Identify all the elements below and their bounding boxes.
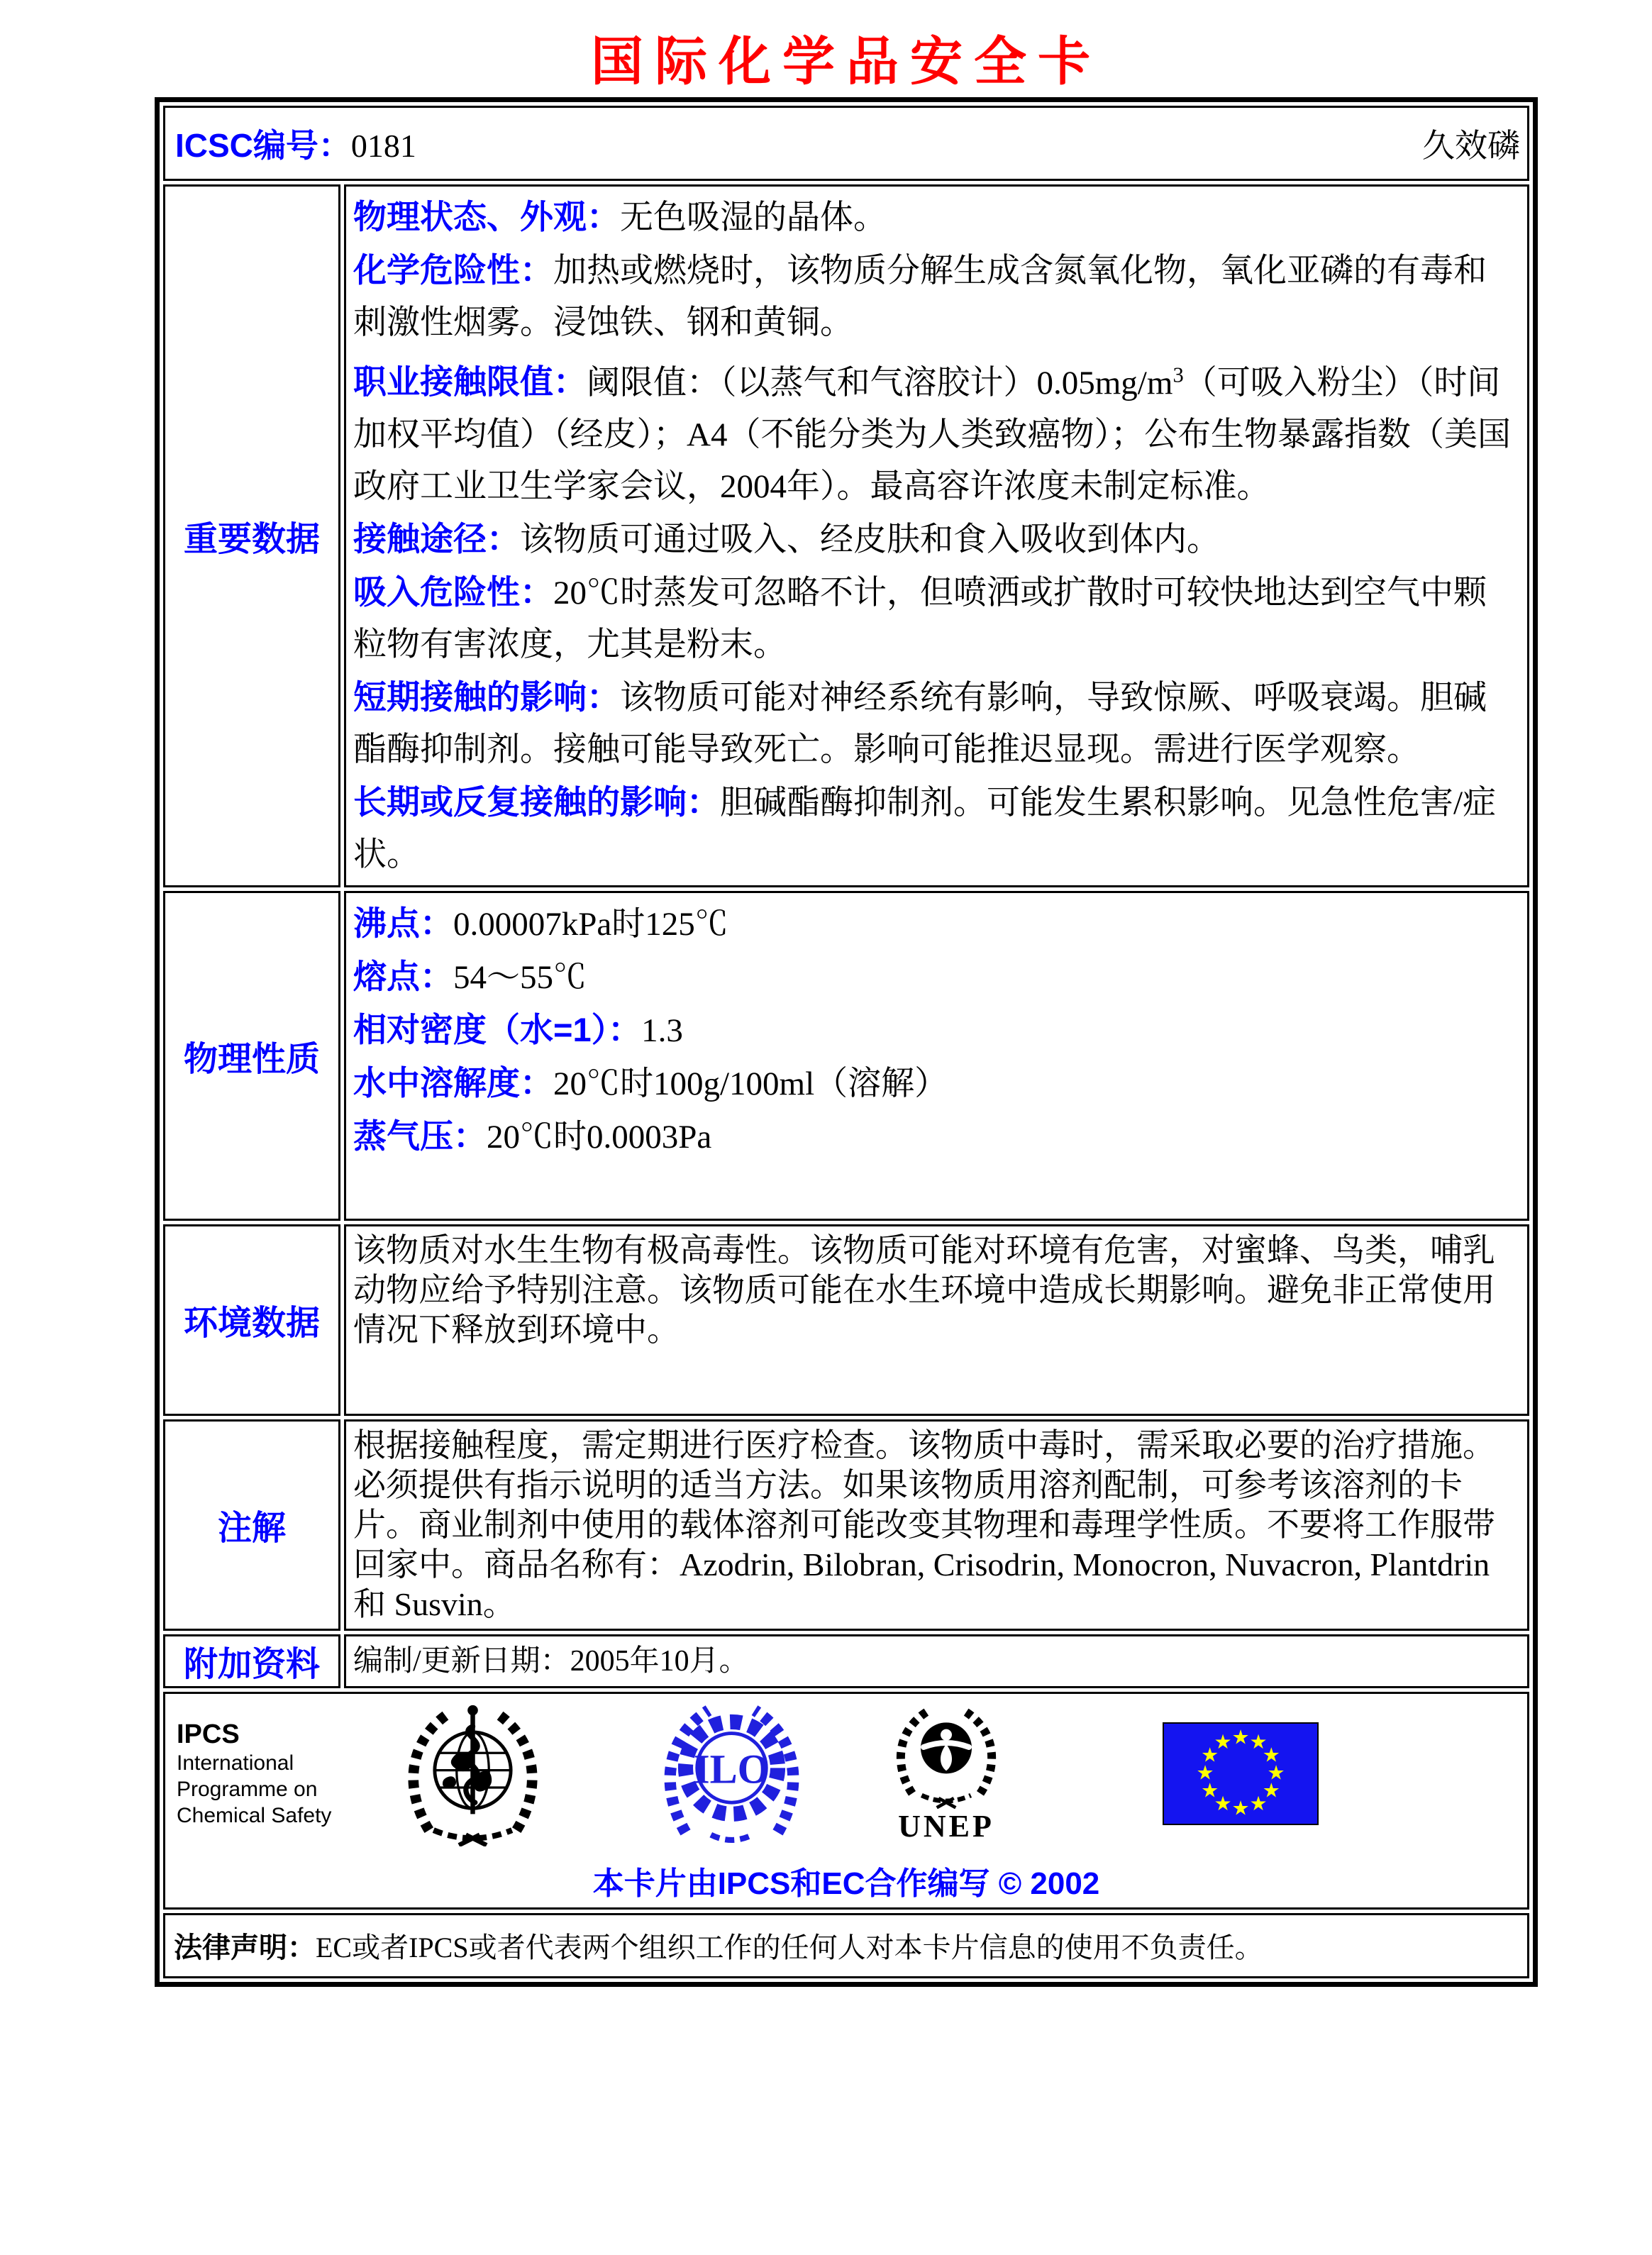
entry-label: 物理状态、外观： [353, 198, 620, 236]
unep-text: UNEP [898, 1809, 994, 1844]
svg-text:★: ★ [1231, 1727, 1250, 1749]
svg-text:★: ★ [1249, 1731, 1268, 1753]
unep-logo-block [889, 1702, 1003, 1844]
section-label-notes: 注解 [163, 1419, 340, 1631]
legal-row [163, 1913, 1529, 1978]
property-label: 熔点： [353, 957, 453, 995]
property-label: 水中溶解度： [353, 1063, 553, 1102]
property-entry [353, 1004, 1514, 1057]
ilo-logo-icon [663, 1701, 801, 1846]
entry-text: 该物质可通过吸入、经皮肤和食入吸收到体内。 [520, 521, 1220, 558]
svg-text:★: ★ [1201, 1744, 1219, 1767]
svg-text:★: ★ [1262, 1744, 1280, 1767]
environmental-data-row [163, 1224, 1529, 1416]
section-label-environmental-data: 环境数据 [163, 1224, 340, 1416]
entry-text: 20℃时蒸发可忽略不计，但喷洒或扩散时可较快地达到空气中颗粒物有害浓度，尤其是粉末。 [353, 574, 1487, 663]
section-label-important-data: 重要数据 [163, 184, 340, 887]
property-value: 20℃时0.0003Pa [487, 1118, 712, 1156]
entry-label: 化学危险性： [353, 251, 553, 289]
physical-properties-content [344, 891, 1529, 1221]
entry-label: 职业接触限值： [353, 362, 587, 401]
entry-label: 接触途径： [353, 519, 520, 558]
notes-text: 根据接触程度，需定期进行医疗检查。该物质中毒时，需采取必要的治疗措施。必须提供有指示说明的适当方法。如果该物质用溶剂配制，可参考该溶剂的卡片。商业制剂中使用的载体溶剂可能改变其物理和毒理学性质。不要将工作服带回家中。商品名称有：Azodrin, Bilobran, Crisodrin, Monocron, Nuvacron, Plantdrin和 Susvin。 [353, 1426, 1495, 1622]
additional-info-content [344, 1634, 1529, 1688]
property-value: 1.3 [641, 1012, 683, 1049]
additional-info-row [163, 1634, 1529, 1688]
svg-text:★: ★ [1267, 1762, 1285, 1785]
eu-flag-icon [1163, 1722, 1319, 1825]
property-entry [353, 951, 1514, 1004]
data-entry [353, 671, 1514, 776]
property-entry [353, 1110, 1514, 1163]
legal-notice-cell [163, 1913, 1529, 1978]
icsc-number-label: ICSC编号： [175, 127, 351, 164]
page-title: 国际化学品安全卡 [591, 32, 1102, 91]
chemical-name: 久效磷 [1422, 128, 1520, 164]
who-logo-icon [404, 1701, 542, 1846]
legal-text: EC或者IPCS或者代表两个组织工作的任何人对本卡片信息的使用不负责任。 [316, 1932, 1263, 1964]
svg-text:★: ★ [1214, 1793, 1232, 1815]
ipcs-block [177, 1719, 357, 1829]
ipcs-subtitle: International Programme on Chemical Safety [177, 1751, 332, 1827]
svg-text:★: ★ [1231, 1797, 1250, 1820]
entry-label: 长期或反复接触的影响： [353, 782, 720, 821]
entry-text: 阈限值：（以蒸气和气溶胶计）$0.05mg/m^3$（可吸入粉尘）（时间加权平均值）（经皮）；A4（不能分类为人类致癌物）；公布生物暴露指数（美国政府工业卫生学家会议，2004年）。最高容许浓度未制定标准。 [353, 362, 1511, 505]
important-data-content [344, 184, 1529, 887]
svg-text:★: ★ [1262, 1780, 1280, 1802]
ilo-text: ILO [693, 1746, 770, 1793]
organizations-cell [163, 1692, 1529, 1910]
svg-text:★: ★ [1214, 1731, 1232, 1753]
svg-text:★: ★ [1249, 1793, 1268, 1815]
entry-text: 加热或燃烧时，该物质分解生成含氮氧化物，氧化亚磷的有毒和刺激性烟雾。浸蚀铁、钢和黄铜。 [353, 253, 1487, 341]
property-label: 沸点： [353, 904, 453, 942]
cooperation-caption: 本卡片由IPCS和EC合作编写 © 2002 [592, 1866, 1100, 1901]
physical-properties-row [163, 891, 1529, 1221]
data-entry [353, 776, 1514, 881]
data-entry [353, 191, 1514, 244]
entry-label: 吸入危险性： [353, 572, 553, 611]
additional-info-text: 编制/更新日期：2005年10月。 [353, 1644, 749, 1678]
legal-text-line [174, 1925, 1263, 1966]
icsc-card [155, 97, 1538, 1987]
environmental-data-text: 该物质对水生生物有极高毒性。该物质可能对环境有危害，对蜜蜂、鸟类，哺乳动物应给予特别注意。该物质可能在水生环境中造成长期影响。避免非正常使用情况下释放到环境中。 [353, 1231, 1495, 1348]
ipcs-title: IPCS [177, 1719, 240, 1749]
property-value: 20℃时100g/100ml（溶解） [553, 1065, 948, 1102]
entry-text: 无色吸湿的晶体。 [620, 199, 887, 236]
property-value: 0.00007kPa时125℃ [453, 905, 728, 943]
property-entry [353, 1057, 1514, 1110]
property-value: 54～55℃ [453, 958, 587, 996]
logos-row [163, 1692, 1529, 1910]
svg-text:★: ★ [1196, 1762, 1214, 1785]
entry-text: 胆碱酯酶抑制剂。可能发生累积影响。见急性危害/症状。 [353, 784, 1497, 873]
unep-logo-icon [889, 1702, 1003, 1809]
data-entry [353, 566, 1514, 671]
property-entry [353, 897, 1514, 951]
environmental-data-content [344, 1224, 1529, 1416]
important-data-row [163, 184, 1529, 887]
data-entry [353, 244, 1514, 349]
property-label: 蒸气压： [353, 1117, 487, 1155]
data-entry [353, 349, 1514, 513]
icsc-header-cell [163, 106, 1529, 181]
section-label-physical-properties: 物理性质 [163, 891, 340, 1221]
notes-row [163, 1419, 1529, 1631]
logos-strip [177, 1701, 1516, 1846]
section-label-additional-info: 附加资料 [163, 1634, 340, 1688]
icsc-number-value: 0181 [350, 128, 416, 164]
legal-label: 法律声明： [174, 1932, 316, 1964]
header-row [163, 106, 1529, 181]
entry-text: 该物质可能对神经系统有影响，导致惊厥、呼吸衰竭。胆碱酯酶抑制剂。接触可能导致死亡。影响可能推迟显现。需进行医学观察。 [353, 679, 1487, 768]
entry-label: 短期接触的影响： [353, 677, 620, 716]
data-entry [353, 513, 1514, 566]
icsc-number-group [175, 120, 416, 167]
svg-text:★: ★ [1201, 1780, 1219, 1802]
notes-content [344, 1419, 1529, 1631]
property-label: 相对密度（水=1）： [353, 1010, 642, 1048]
